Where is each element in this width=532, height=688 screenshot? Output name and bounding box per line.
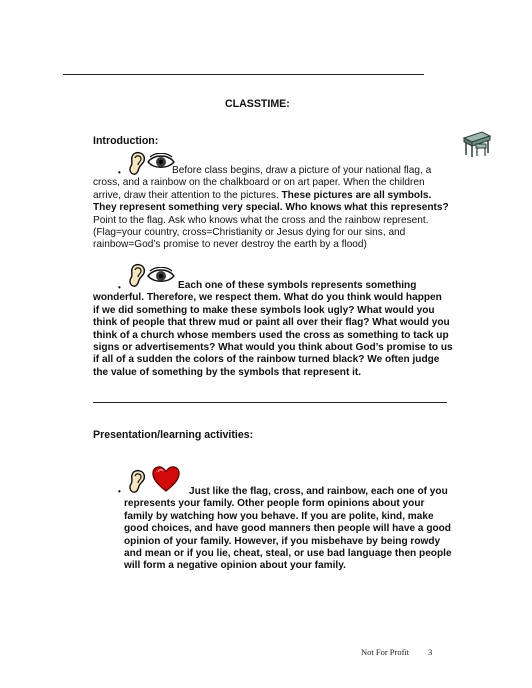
section-divider bbox=[93, 402, 447, 403]
intro-heading: Introduction: bbox=[93, 135, 159, 147]
page-title: CLASSTIME: bbox=[225, 98, 290, 110]
text-line: family by watching how you behave. If you are polite, kind, make bbox=[124, 510, 434, 522]
text-line: represents your family. Other people form opinions about your bbox=[124, 498, 425, 510]
text-line: think of people that threw mud or paint all over their flag? What would you bbox=[93, 317, 450, 329]
intro-paragraph-1 bbox=[93, 165, 449, 252]
presentation-paragraph bbox=[124, 486, 452, 573]
text-line: Just like the flag, cross, and rainbow, each one of you bbox=[189, 486, 448, 497]
text-line: cross, and a rainbow on the chalkboard or on art paper. When the children bbox=[93, 177, 425, 189]
text-line: the value of something by the symbols that represent it. bbox=[93, 366, 362, 378]
text-line: and mean or if you lie, cheat, steal, or use bad language then people bbox=[124, 548, 452, 560]
text-line: Point to the flag. Ask who knows what the cross and the rainbow represent. bbox=[93, 214, 429, 226]
text-line: arrive, draw their attention to the pictures. These pictures are all symbols. bbox=[93, 189, 432, 201]
text-line: rainbow=God’s promise to never destroy the earth by a flood) bbox=[93, 239, 367, 251]
intro-paragraph-2 bbox=[93, 280, 453, 379]
page-number: 3 bbox=[428, 647, 433, 657]
text-line: will form a negative opinion about your family. bbox=[124, 560, 346, 572]
bullet: • bbox=[118, 168, 121, 177]
bullet: • bbox=[118, 487, 121, 496]
text-line: good choices, and have good manners then people will have a good bbox=[124, 523, 451, 535]
top-divider bbox=[63, 74, 424, 75]
text-line: wonderful. Therefore, we respect them. What do you think would happen bbox=[93, 292, 442, 304]
text-line: think of a church whose members used the cross as something to tack up bbox=[93, 329, 449, 341]
text-line: opinion of your family. However, if you misbehave by being rowdy bbox=[124, 535, 441, 547]
presentation-heading: Presentation/learning activities: bbox=[93, 429, 254, 441]
footer-note: Not For Profit bbox=[361, 647, 410, 657]
desk-icon bbox=[460, 126, 494, 158]
text-line: (Flag=your country, cross=Christianity or Jesus dying for our sins, and bbox=[93, 227, 406, 239]
text-line: if we did something to make these symbols look ugly? What would you bbox=[93, 304, 435, 316]
bullet: • bbox=[118, 283, 121, 292]
text-line: signs or advertisements? What would you think about God’s promise to us bbox=[93, 342, 453, 354]
text-line: if all of a sudden the colors of the rainbow turned black? We often judge bbox=[93, 354, 440, 366]
text-line: Each one of these symbols represents something bbox=[178, 280, 417, 291]
text-line: They represent something very special. Who knows what this represents? bbox=[93, 202, 449, 214]
text-line: Before class begins, draw a picture of your national flag, a bbox=[172, 165, 432, 176]
